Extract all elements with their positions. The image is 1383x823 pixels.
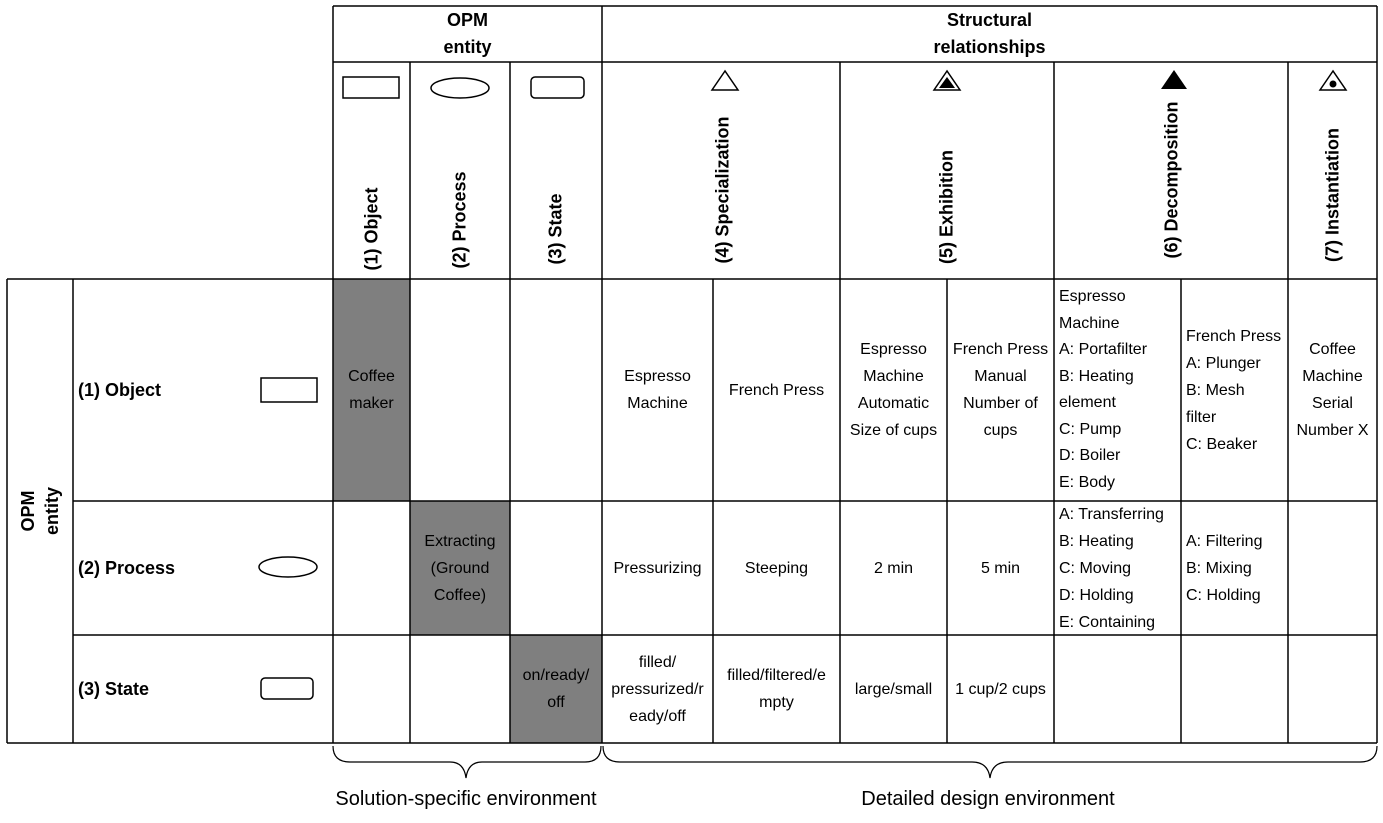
ellipse-icon (431, 78, 489, 98)
column-specialization: (4) Specialization (712, 116, 733, 264)
rectangle-icon (343, 77, 399, 98)
rounded-rectangle-icon (531, 77, 584, 98)
row-object: (1) Object (78, 379, 162, 400)
nested-triangle-icon (934, 71, 960, 90)
column-object: (1) Object (361, 187, 382, 271)
solution-brace (333, 746, 601, 778)
ellipse-icon (259, 557, 317, 577)
cell-state-specialization-a: filled/ pressurized/r eady/off (611, 653, 704, 725)
cell-object-exhibition-a: Espresso Machine Automatic Size of cups (849, 341, 938, 439)
column-process: (2) Process (449, 171, 470, 269)
rectangle-icon (261, 378, 317, 402)
column-exhibition: (5) Exhibition (936, 150, 957, 264)
cell-state-state: on/ready/ off (522, 667, 590, 711)
column-state: (3) State (545, 193, 566, 265)
cell-process-process: Extracting (Ground Coffee) (424, 532, 496, 604)
cell-object-decomposition-a: Espresso Machine A: Portafilter B: Heating element C: Pump D: Boiler E: Body (1059, 288, 1148, 491)
design-environment-label: Detailed design environment (861, 788, 1115, 810)
cell-object-specialization-a: Espresso Machine (624, 368, 691, 412)
row-process: (2) Process (78, 557, 176, 578)
row-state: (3) State (78, 678, 150, 699)
cell-object-instantiation: Coffee Machine Serial Number X (1296, 341, 1369, 439)
cell-state-exhibition-a: large/small (854, 680, 933, 698)
structural-relationships-header: Structural relationships (933, 10, 1046, 57)
rounded-rectangle-icon (261, 678, 313, 699)
opm-entity-header: OPM entity (443, 10, 492, 57)
filled-triangle-icon (1161, 70, 1187, 89)
cell-state-specialization-b: filled/filtered/e mpty (727, 667, 826, 711)
cell-object-object: Coffee maker (348, 368, 395, 412)
cell-process-exhibition-a: 2 min (873, 559, 914, 577)
cell-object-exhibition-b: French Press Manual Number of cups (952, 341, 1049, 439)
cell-process-decomposition-b: A: Filtering B: Mixing C: Holding (1186, 532, 1263, 604)
cell-process-specialization-b: Steeping (744, 559, 809, 577)
opm-entity-row-header: OPM entity (18, 486, 62, 536)
cell-object-decomposition-b: French Press A: Plunger B: Mesh filter C: Beaker (1186, 327, 1282, 453)
cell-state-exhibition-b: 1 cup/2 cups (955, 680, 1046, 698)
cell-process-decomposition-a: A: Transferring B: Heating C: Moving D: Holding E: Containing (1059, 505, 1164, 631)
design-brace (603, 746, 1377, 778)
cell-object-specialization-b: French Press (728, 381, 825, 399)
cell-process-exhibition-b: 5 min (980, 559, 1021, 577)
column-decomposition: (6) Decomposition (1161, 101, 1182, 259)
dotted-triangle-icon (1320, 71, 1346, 90)
solution-environment-label: Solution-specific environment (335, 788, 597, 810)
cell-process-specialization-a: Pressurizing (613, 559, 702, 577)
hollow-triangle-icon (712, 71, 738, 90)
column-instantiation: (7) Instantiation (1322, 128, 1343, 262)
